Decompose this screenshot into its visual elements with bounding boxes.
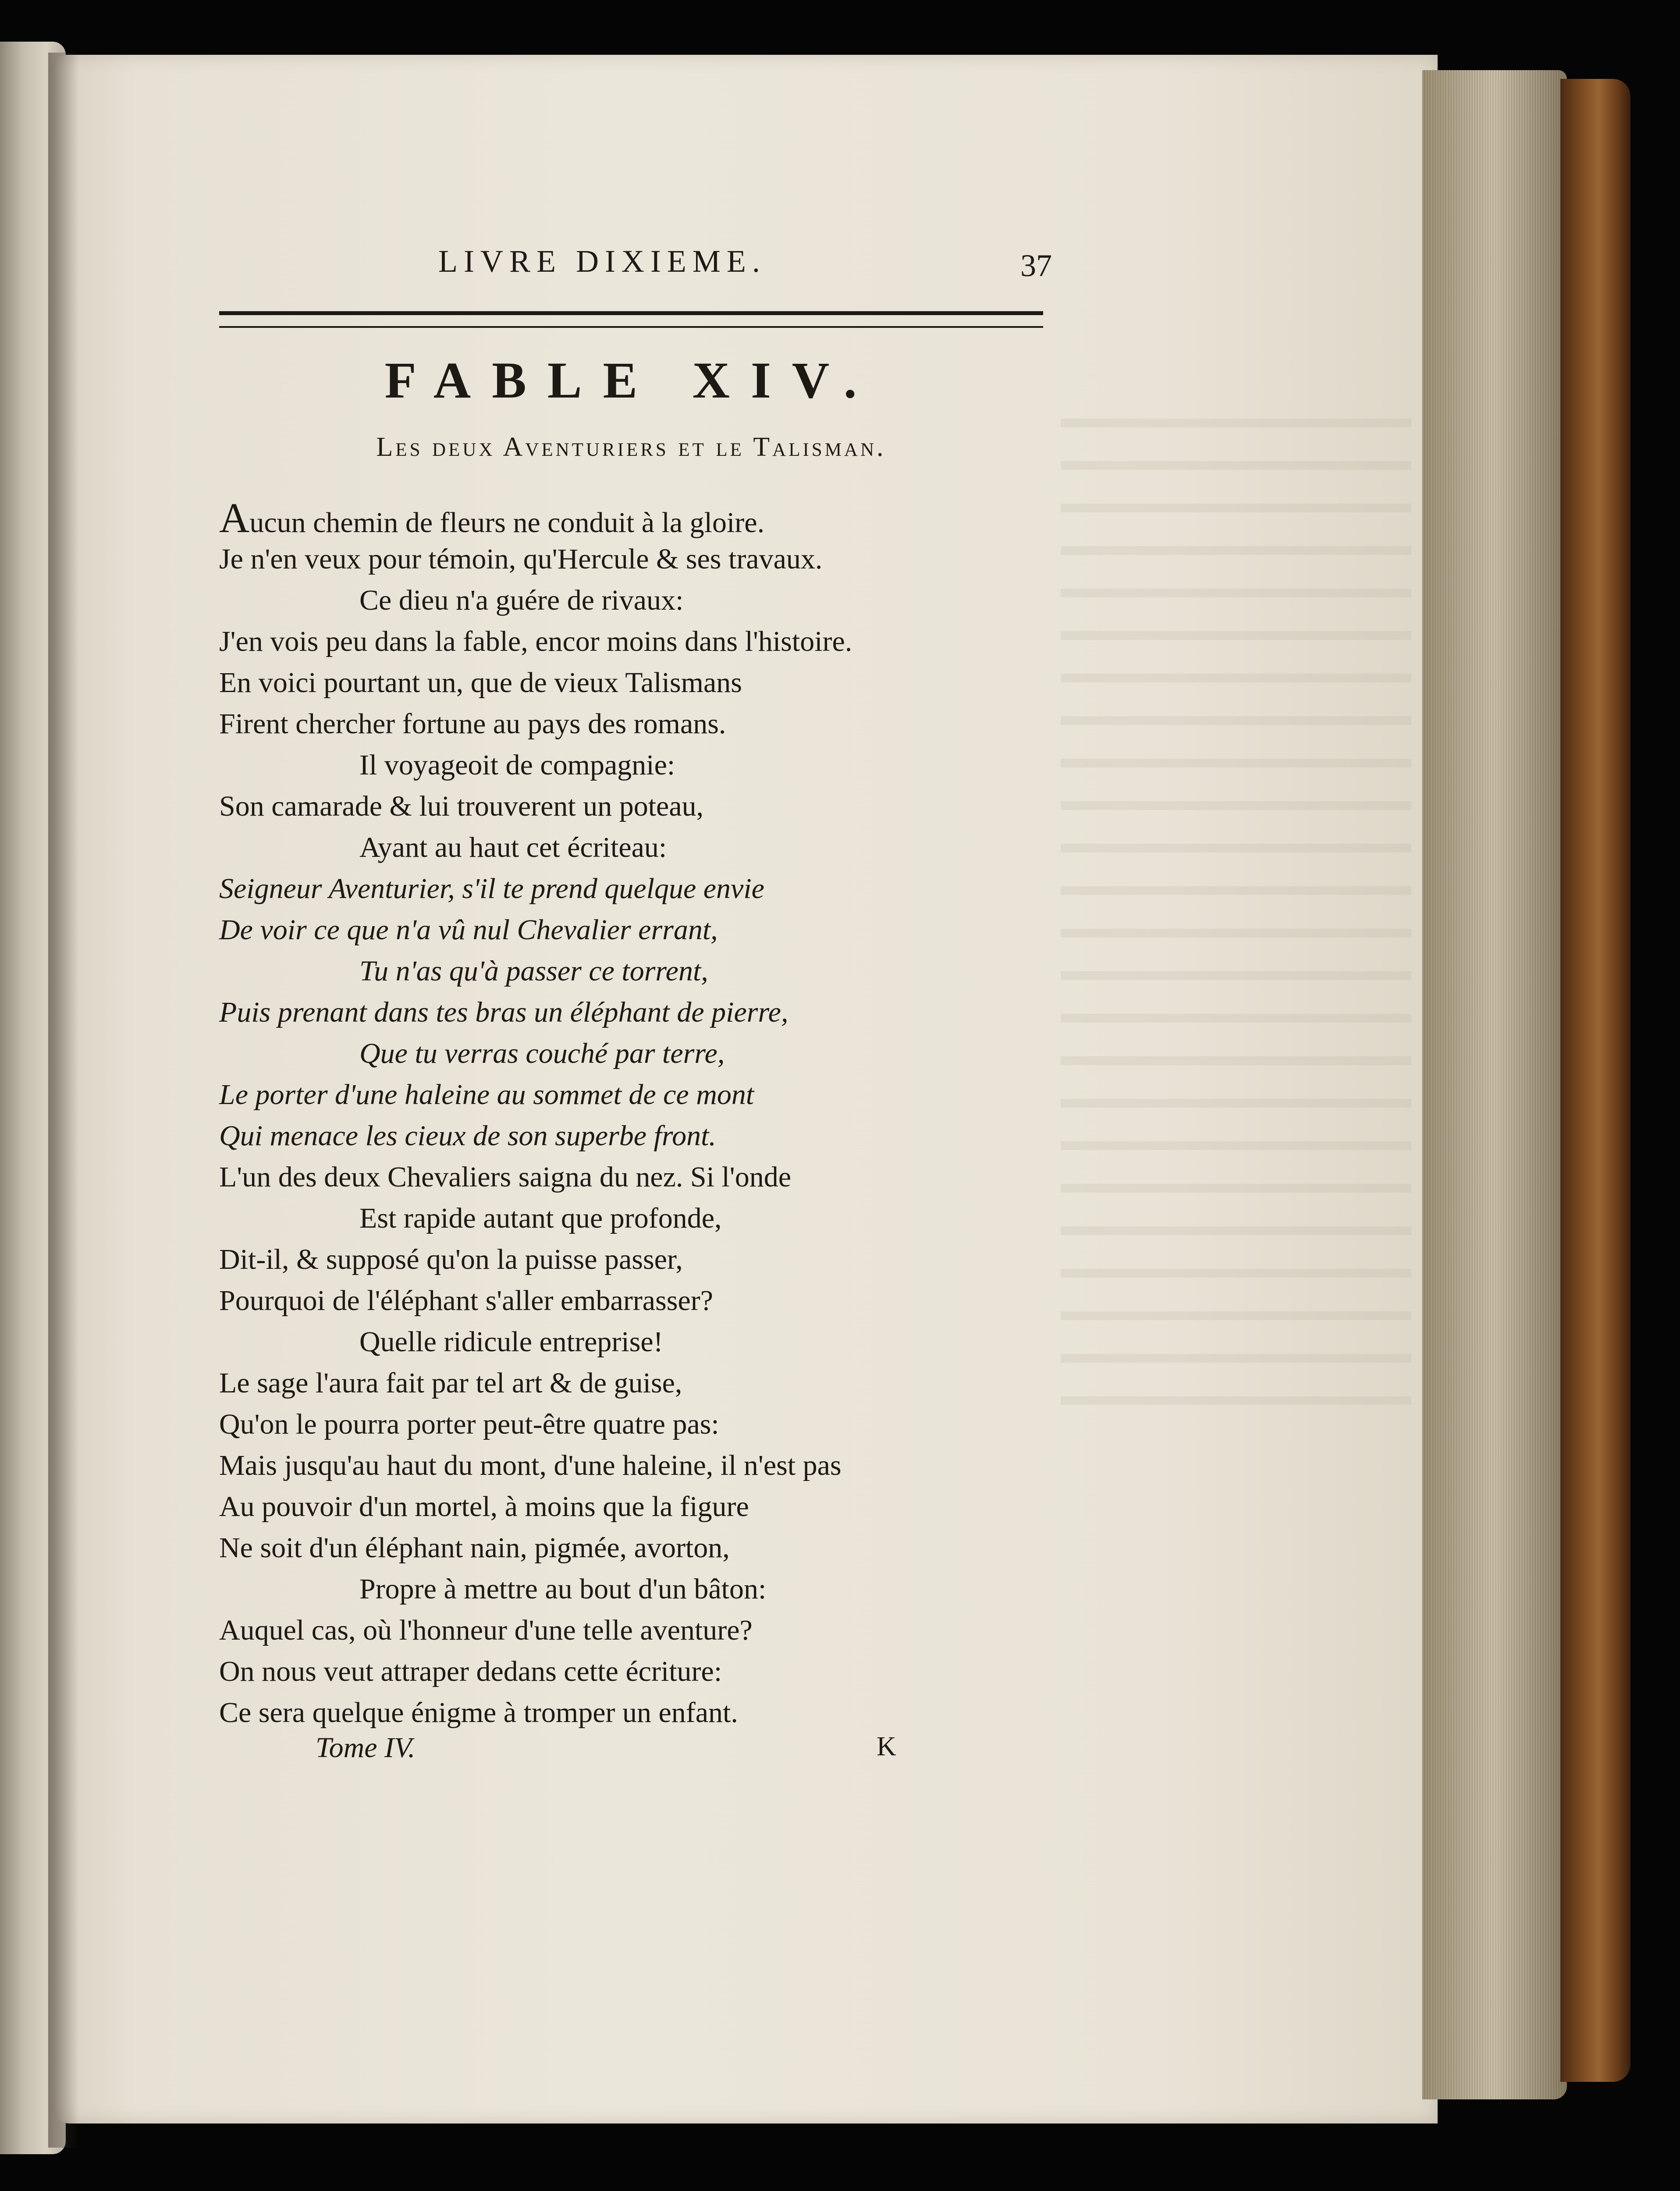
verse-line: Ce dieu n'a guére de rivaux: bbox=[359, 584, 684, 616]
verse-line: Mais jusqu'au haut du mont, d'une haleine, il n'est pas bbox=[219, 1449, 842, 1481]
verso-show-through bbox=[1061, 397, 1411, 1405]
verse-line: Seigneur Aventurier, s'il te prend quelque envie bbox=[219, 873, 764, 905]
double-rule-divider bbox=[219, 311, 1043, 328]
signature-mark: K bbox=[877, 1732, 896, 1761]
gutter-shadow bbox=[48, 53, 79, 2148]
verse-line: Il voyageoit de compagnie: bbox=[359, 749, 675, 781]
verse-line: De voir ce que n'a vû nul Chevalier errant, bbox=[219, 914, 718, 946]
leather-cover-edge bbox=[1560, 79, 1630, 2082]
verse-line: Dit-il, & supposé qu'on la puisse passer, bbox=[219, 1243, 683, 1275]
verse-line: Auquel cas, où l'honneur d'une telle aventure? bbox=[219, 1614, 753, 1646]
verse-line: Je n'en veux pour témoin, qu'Hercule & ses travaux. bbox=[219, 543, 823, 575]
verse-line: Qui menace les cieux de son superbe front. bbox=[219, 1120, 716, 1152]
verse-line: L'un des deux Chevaliers saigna du nez. Si l'onde bbox=[219, 1161, 791, 1193]
verse-line: Le sage l'aura fait par tel art & de guise, bbox=[219, 1367, 682, 1399]
verse-line: Pourquoi de l'éléphant s'aller embarrasser? bbox=[219, 1285, 714, 1317]
verse-line: Puis prenant dans tes bras un éléphant de pierre, bbox=[219, 996, 788, 1028]
page-footer bbox=[219, 1731, 964, 1771]
verse-line: En voici pourtant un, que de vieux Talismans bbox=[219, 667, 742, 699]
verse-line: Tu n'as qu'à passer ce torrent, bbox=[359, 955, 708, 987]
verse-line: Qu'on le pourra porter peut-être quatre pas: bbox=[219, 1408, 719, 1440]
verse-line: Ayant au haut cet écriteau: bbox=[359, 831, 667, 863]
verse-line: Que tu verras couché par terre, bbox=[359, 1037, 725, 1069]
running-head bbox=[219, 243, 1052, 287]
verse-line: J'en vois peu dans la fable, encor moins dans l'histoire. bbox=[219, 625, 852, 657]
verse-line: Le porter d'une haleine au sommet de ce mont bbox=[219, 1079, 754, 1111]
verse-line: Firent chercher fortune au pays des romans. bbox=[219, 708, 726, 740]
verse-line: Est rapide autant que profonde, bbox=[359, 1202, 722, 1234]
verse-line: Aucun chemin de fleurs ne conduit à la gloire. bbox=[219, 494, 765, 541]
fore-edge-shading bbox=[1422, 70, 1567, 2099]
fable-title: FABLE XIV. bbox=[384, 352, 878, 409]
volume-label: Tome IV. bbox=[316, 1732, 416, 1764]
verse-line: Ne soit d'un éléphant nain, pigmée, avorton, bbox=[219, 1532, 730, 1564]
verse-line: Son camarade & lui trouverent un poteau, bbox=[219, 790, 704, 822]
verse-line: Ce sera quelque énigme à tromper un enfant. bbox=[219, 1697, 738, 1729]
verse-line: Propre à mettre au bout d'un bâton: bbox=[359, 1573, 767, 1605]
running-title: LIVRE DIXIEME. bbox=[438, 244, 766, 279]
poem-verses bbox=[219, 494, 1052, 1733]
page-number: 37 bbox=[1020, 248, 1052, 283]
verse-line: On nous veut attraper dedans cette écriture: bbox=[219, 1655, 722, 1687]
verse-line: Au pouvoir d'un mortel, à moins que la figure bbox=[219, 1491, 749, 1523]
fable-subtitle: Les deux Aventuriers et le Talisman. bbox=[376, 432, 886, 462]
verse-line: Quelle ridicule entreprise! bbox=[359, 1326, 663, 1358]
